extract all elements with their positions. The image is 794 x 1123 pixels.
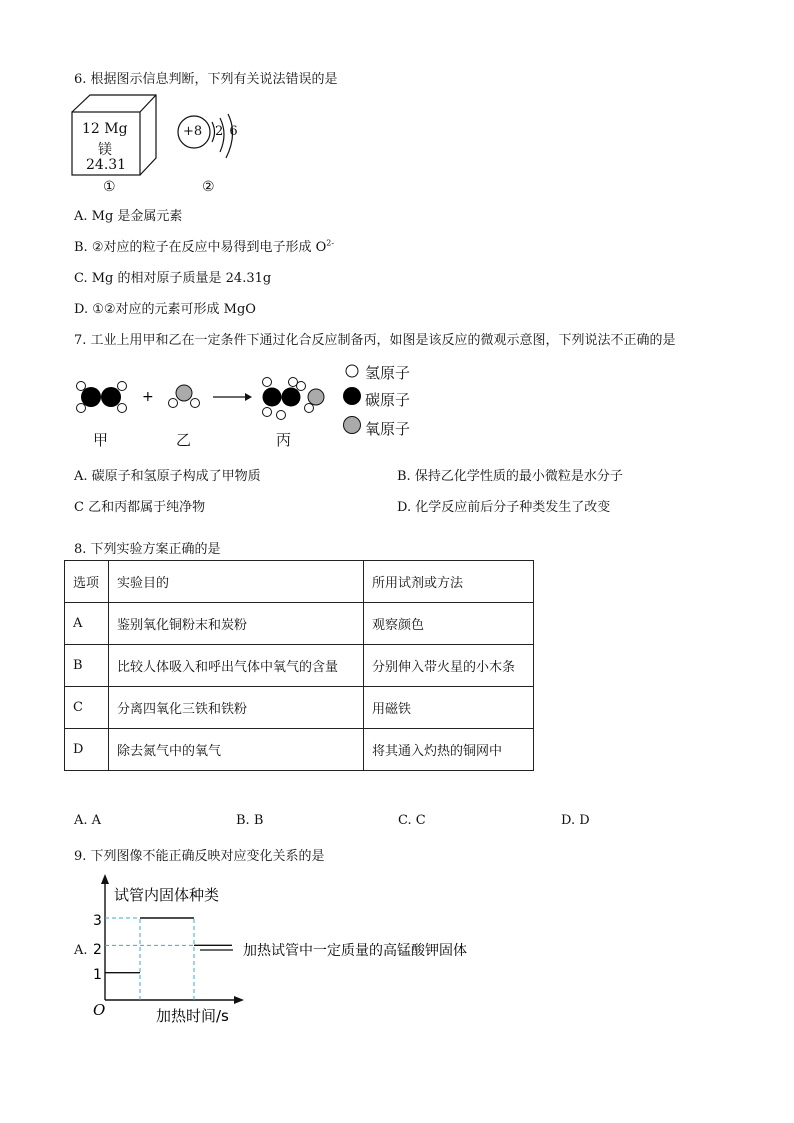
q9-graph	[90, 870, 510, 1030]
header-method: 所用试剂或方法	[364, 561, 534, 603]
header-option: 选项	[65, 561, 109, 603]
plus-sign: +	[142, 389, 154, 405]
figure-label-1: ①	[103, 179, 116, 195]
q8-option-d: D. D	[561, 813, 590, 828]
molecule-bing	[263, 378, 325, 420]
table-cell: D	[65, 729, 109, 771]
molecule-jia	[77, 382, 127, 413]
q6-figure	[60, 90, 250, 200]
table-row	[65, 603, 534, 645]
element-name: 镁	[98, 142, 112, 158]
figure-label-2: ②	[202, 179, 215, 195]
graph-description: 加热试管中一定质量的高锰酸钾固体	[243, 943, 467, 959]
q9-option-a-label: A.	[74, 943, 88, 958]
q7-option-d: D. 化学反应前后分子种类发生了改变	[397, 500, 611, 515]
element-mass: 24.31	[86, 157, 127, 173]
table-header-row	[65, 561, 534, 603]
q8-option-c: C. C	[398, 813, 426, 828]
table-row	[65, 729, 534, 771]
q8-stem: 8. 下列实验方案正确的是	[74, 542, 221, 557]
y-tick-3: 3	[93, 913, 102, 929]
table-row	[65, 645, 534, 687]
table-cell: 观察颜色	[364, 603, 534, 645]
table-cell: 除去氮气中的氧气	[109, 729, 364, 771]
q8-option-a: A. A	[74, 813, 102, 828]
table-cell: 鉴别氧化铜粉末和炭粉	[109, 603, 364, 645]
q6-stem: 6. 根据图示信息判断，下列有关说法错误的是	[74, 72, 338, 87]
label-jia: 甲	[93, 431, 109, 449]
q7-option-c: C 乙和丙都属于纯净物	[74, 500, 206, 515]
atom-nucleus: +8	[183, 124, 203, 139]
table-cell: C	[65, 687, 109, 729]
q7-option-b: B. 保持乙化学性质的最小微粒是水分子	[397, 469, 623, 484]
experiment-table	[64, 560, 534, 771]
q7-stem: 7. 工业上用甲和乙在一定条件下通过化合反应制备丙，如图是该反应的微观示意图，下列说法不正确的是	[74, 333, 676, 348]
label-bing: 丙	[276, 431, 292, 449]
y-tick-2: 2	[93, 942, 102, 958]
graph-lines	[105, 918, 232, 1000]
legend-oxygen: 氧原子	[365, 420, 411, 438]
table-cell: 分别伸入带火星的小木条	[364, 645, 534, 687]
q6-option-a: A. Mg 是金属元素	[74, 209, 183, 224]
table-cell: A	[65, 603, 109, 645]
q6-option-b: B. ②对应的粒子在反应中易得到电子形成 $O^{2-}$	[74, 238, 335, 255]
origin-label: O	[93, 1001, 106, 1019]
reaction-arrow	[213, 393, 252, 401]
y-tick-1: 1	[93, 967, 102, 983]
q8-option-b: B. B	[236, 813, 264, 828]
q6-option-c: C. Mg 的相对原子质量是 24.31g	[74, 271, 272, 286]
q6-option-d: D. ①②对应的元素可形成 MgO	[74, 302, 256, 317]
table-cell: 比较人体吸入和呼出气体中氧气的含量	[109, 645, 364, 687]
y-axis-label: 试管内固体种类	[114, 886, 220, 904]
table-cell: 将其通入灼热的铜网中	[364, 729, 534, 771]
label-yi: 乙	[176, 431, 192, 449]
atom-shells: 2 6	[215, 124, 239, 139]
q9-stem: 9. 下列图像不能正确反映对应变化关系的是	[74, 849, 325, 864]
table-cell: 用磁铁	[364, 687, 534, 729]
atom-legend	[343, 365, 361, 434]
table-row	[65, 687, 534, 729]
molecule-yi	[169, 385, 200, 408]
legend-carbon: 碳原子	[365, 391, 411, 409]
legend-hydrogen: 氢原子	[365, 364, 411, 382]
x-axis-label: 加热时间/s	[156, 1007, 229, 1025]
table-cell: B	[65, 645, 109, 687]
table-cell: 分离四氧化三铁和铁粉	[109, 687, 364, 729]
q7-option-a: A. 碳原子和氢原子构成了甲物质	[74, 469, 261, 484]
header-purpose: 实验目的	[109, 561, 364, 603]
element-number-symbol: 12 Mg	[82, 121, 128, 137]
